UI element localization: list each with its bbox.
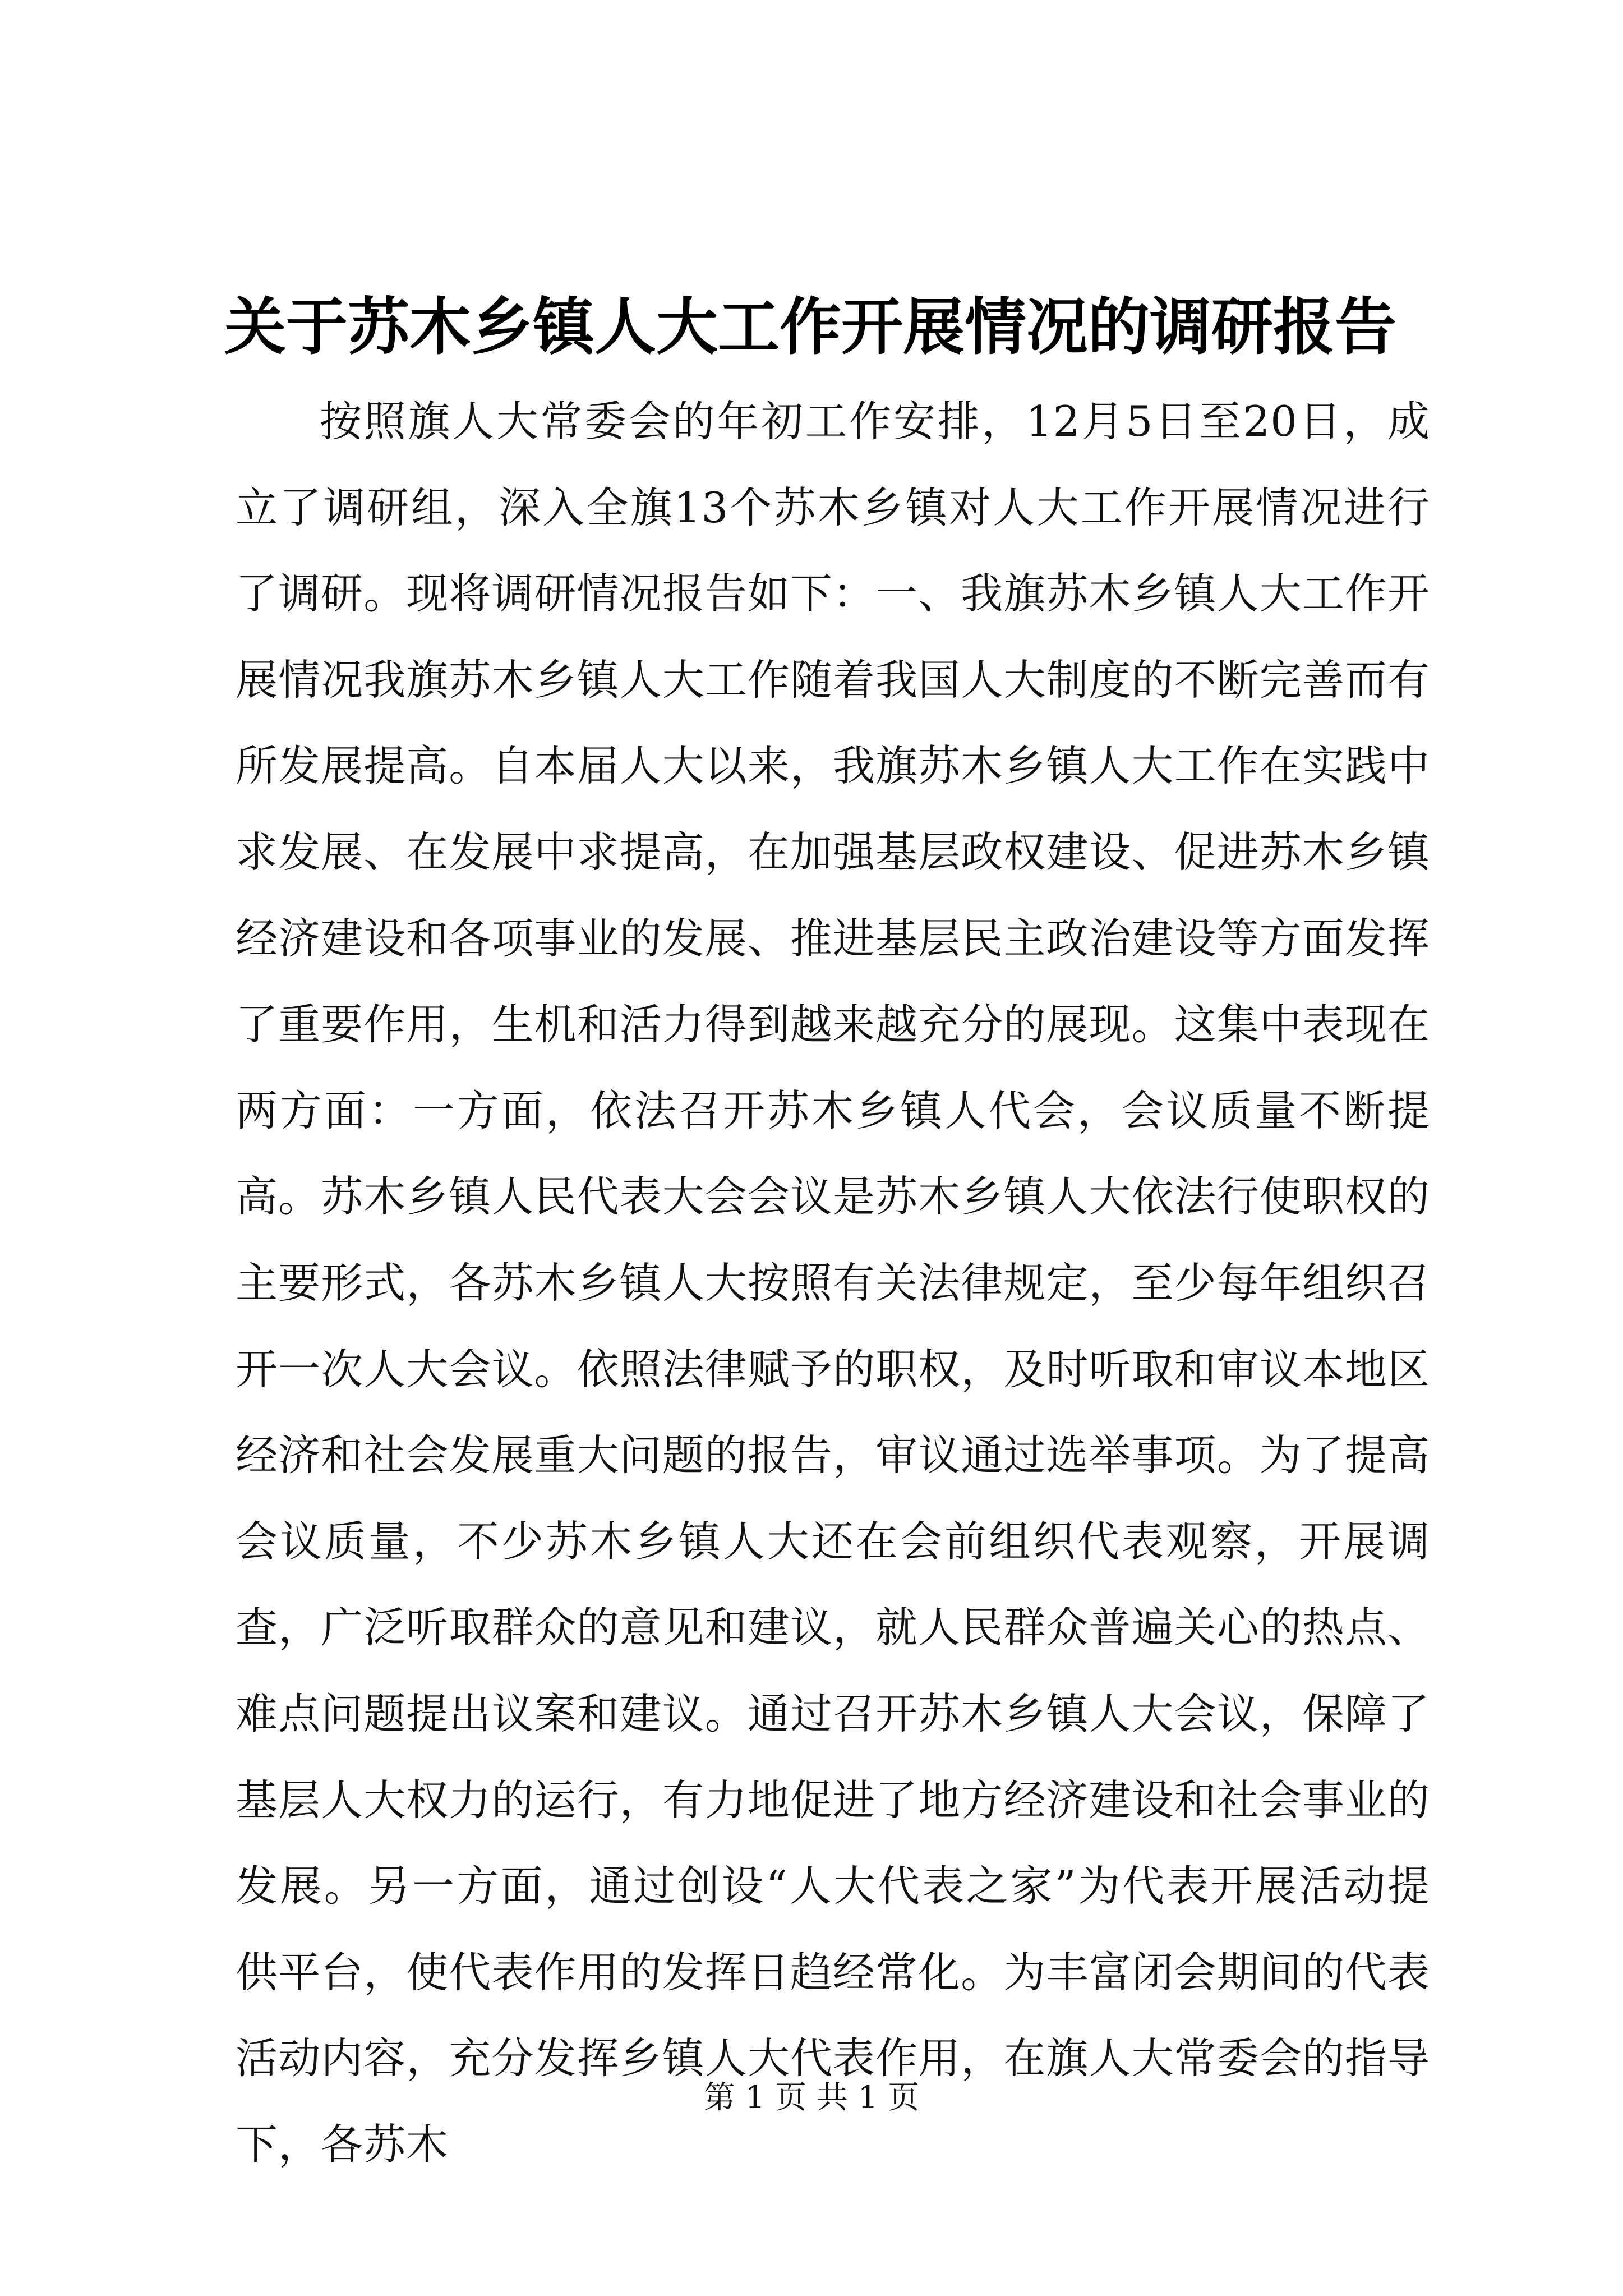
document-title: 关于苏木乡镇人大工作开展情况的调研报告	[224, 291, 1396, 363]
document-body-paragraph: 按照旗人大常委会的年初工作安排，12月5日至20日，成立了调研组，深入全旗13个苏木乡镇对人大工作开展情况进行了调研。现将调研情况报告如下：一、我旗苏木乡镇人大工作开展情况我旗苏木乡镇人大工作随着我国人大制度的不断完善而有所发展提高。自本届人大以来，我旗苏木乡镇人大工作在实践中求发展、在发展中求提高，在加强基层政权建设、促进苏木乡镇经济建设和各项事业的发展、推进基层民主政治建设等方面发挥了重要作用，生机和活力得到越来越充分的展现。这集中表现在两方面：一方面，依法召开苏木乡镇人代会，会议质量不断提高。苏木乡镇人民代表大会会议是苏木乡镇人大依法行使职权的主要形式，各苏木乡镇人大按照有关法律规定，至少每年组织召开一次人大会议。依照法律赋予的职权，及时听取和审议本地区经济和社会发展重大问题的报告，审议通过选举事项。为了提高会议质量，不少苏木乡镇人大还在会前组织代表观察，开展调查，广泛听取群众的意见和建议，就人民群众普遍关心的热点、难点问题提出议案和建议。通过召开苏木乡镇人大会议，保障了基层人大权力的运行，有力地促进了地方经济建设和社会事业的发展。另一方面，通过创设“人大代表之家”为代表开展活动提供平台，使代表作用的发挥日趋经常化。为丰富闭会期间的代表活动内容，充分发挥乡镇人大代表作用，在旗人大常委会的指导下，各苏木	[236, 397, 1430, 2169]
page-number-footer: 第 1 页 共 1 页	[703, 2079, 920, 2116]
